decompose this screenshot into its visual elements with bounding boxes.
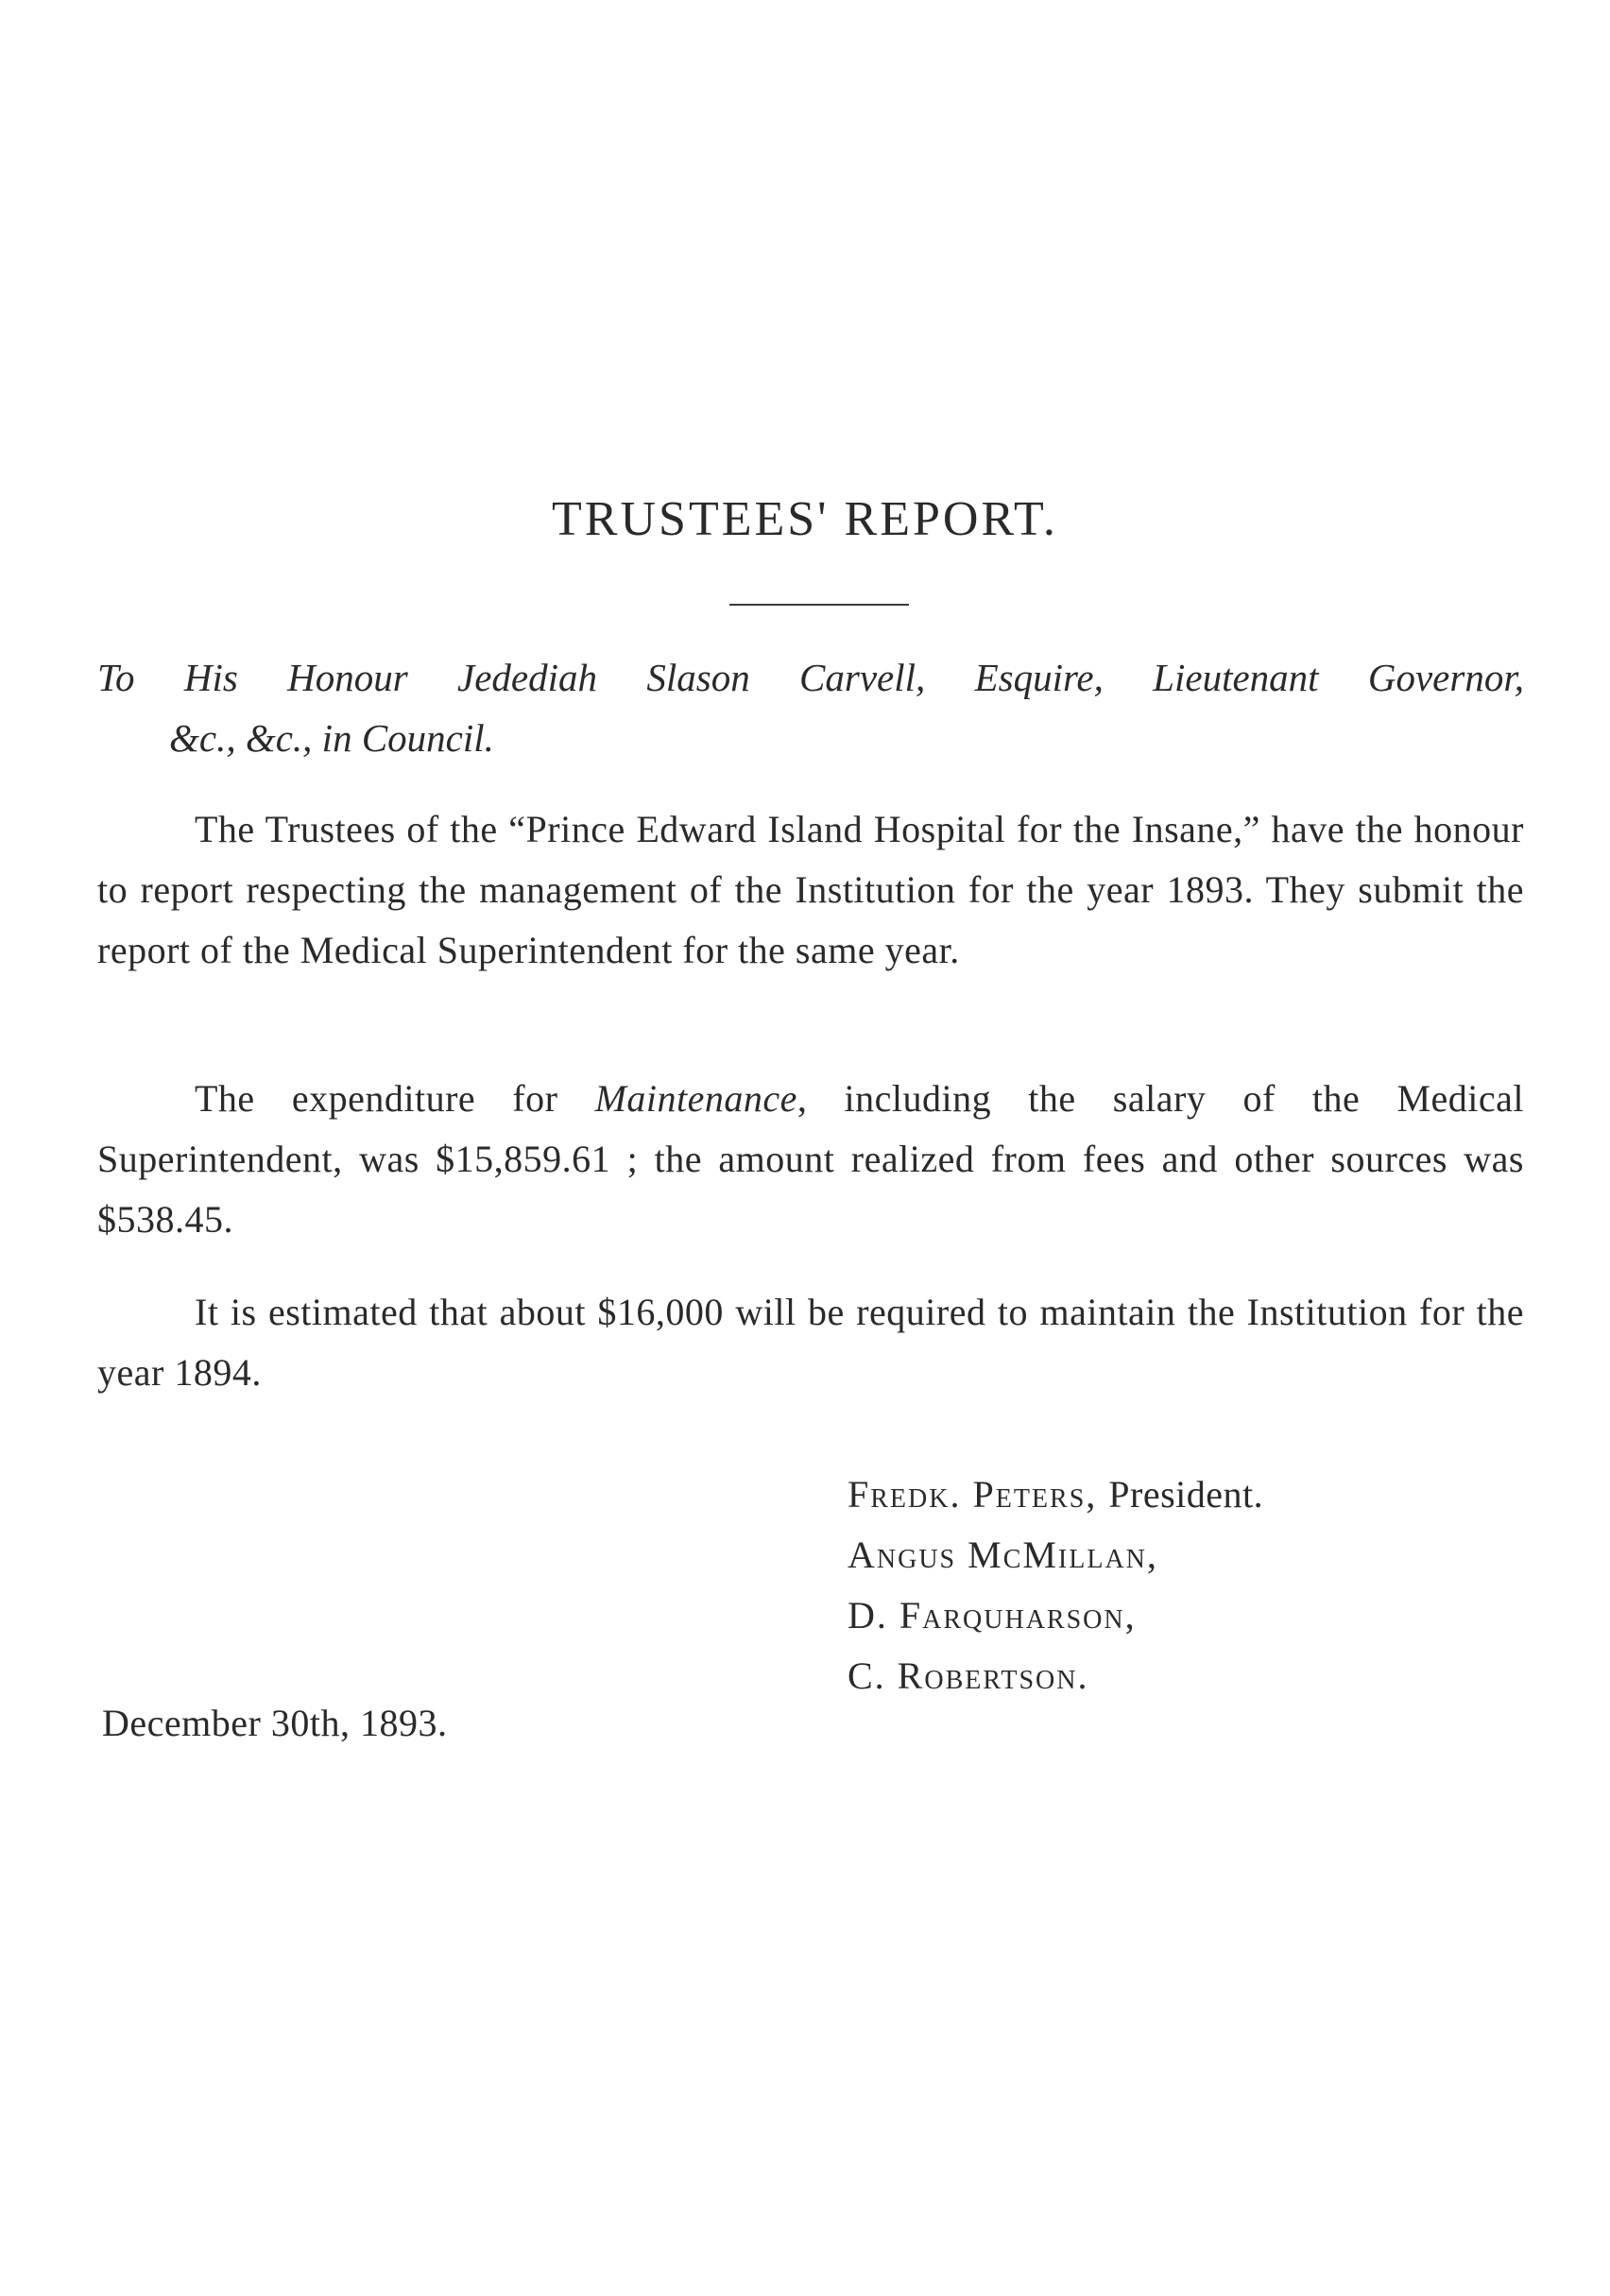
paragraph-3: It is estimated that about $16,000 will be required to maintain the Institution for the year 1894.: [97, 1291, 1524, 1394]
address-salutation: [97, 647, 1524, 768]
signature-trustee: Angus McMillan,: [848, 1534, 1158, 1576]
page-title: TRUSTEES' REPORT.: [552, 492, 1058, 546]
paragraph-2: [97, 1069, 1524, 1250]
paragraph-1: The Trustees of the “Prince Edward Island Hospital for the Insane,” have the honour to report respecting the management of the Institution for the year 1893. They submit the report of the Medical Superintendent for the same year.: [97, 808, 1524, 971]
paragraph-2-rest: , including the salary of the Medical Superintendent, was $15,859.61 ; the amount realized from fees and other sources was $538.45.: [97, 1077, 1525, 1241]
paragraph-2-lead: The expenditure for: [195, 1077, 595, 1120]
signature-role: President.: [1108, 1473, 1264, 1516]
maintenance-emphasis: Maintenance: [594, 1077, 797, 1120]
title-divider: [729, 604, 909, 606]
signature-trustee: D. Farquharson,: [848, 1594, 1137, 1636]
report-date: December 30th, 1893.: [102, 1702, 448, 1744]
address-line-2: &c., &c., in Council.: [169, 716, 494, 760]
signature-trustee: C. Robertson.: [848, 1654, 1089, 1697]
signature-president: [848, 1465, 1263, 1525]
signature-name: Fredk. Peters,: [848, 1473, 1098, 1516]
address-line-1: To His Honour Jedediah Slason Carvell, Esquire, Lieutenant Governor,: [97, 656, 1524, 699]
signature-block: [848, 1465, 1263, 1706]
